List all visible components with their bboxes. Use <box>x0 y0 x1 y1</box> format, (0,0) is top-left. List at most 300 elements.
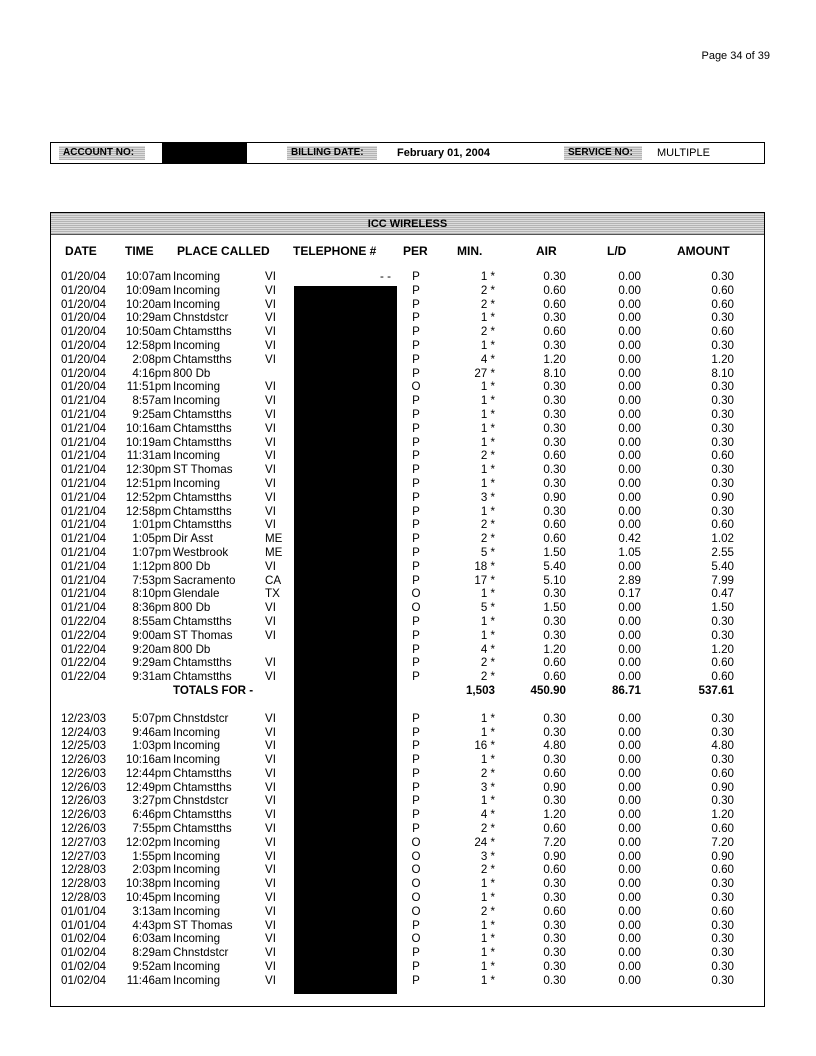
cell-air-charge: 1.20 <box>543 642 566 656</box>
cell-state: VI <box>265 863 276 877</box>
cell-time: 7:55pm <box>132 822 171 836</box>
cell-time: 1:03pm <box>132 739 171 753</box>
cell-time: 6:46pm <box>132 808 171 822</box>
cell-time: 10:19am <box>125 435 171 449</box>
cell-air-charge: 1.20 <box>543 808 566 822</box>
cell-place-called: 800 Db <box>173 559 211 573</box>
cell-time: 1:01pm <box>132 518 171 532</box>
cell-minutes: 1 * <box>480 407 495 421</box>
cell-date: 01/01/04 <box>61 904 107 918</box>
cell-per: P <box>412 628 420 642</box>
cell-per: P <box>412 794 420 808</box>
cell-per: P <box>412 449 420 463</box>
table-row <box>51 960 764 974</box>
cell-place-called: Incoming <box>173 973 221 987</box>
cell-minutes: 1 * <box>480 932 495 946</box>
cell-air-charge: 0.30 <box>543 311 566 325</box>
billing-date-label: BILLING DATE: <box>287 146 377 160</box>
table-row <box>51 436 764 450</box>
cell-per: P <box>412 711 420 725</box>
cell-date: 01/21/04 <box>61 573 107 587</box>
cell-state: VI <box>265 325 276 339</box>
table-row <box>51 739 764 753</box>
cell-ld-charge: 0.00 <box>618 808 641 822</box>
cell-per: O <box>411 849 421 863</box>
cell-amount: 0.30 <box>711 753 734 767</box>
cell-time: 8:55am <box>132 614 171 628</box>
cell-place-called: Chtamstths <box>173 435 232 449</box>
cell-place-called: Incoming <box>173 739 221 753</box>
cell-place-called: Chnstdstcr <box>173 711 229 725</box>
cell-amount: 1.20 <box>711 352 734 366</box>
cell-amount: 0.30 <box>711 877 734 891</box>
cell-ld-charge: 0.00 <box>618 628 641 642</box>
cell-state: VI <box>265 904 276 918</box>
cell-time: 1:55pm <box>132 849 171 863</box>
cell-air-charge: 1.20 <box>543 352 566 366</box>
cell-minutes: 1 * <box>480 476 495 490</box>
cell-amount: 0.30 <box>711 960 734 974</box>
cell-per: O <box>411 863 421 877</box>
header-place: PLACE CALLED <box>177 244 270 258</box>
service-no-value: MULTIPLE <box>657 147 710 159</box>
cell-place-called: Chtamstths <box>173 808 232 822</box>
cell-amount: 0.30 <box>711 918 734 932</box>
cell-place-called: ST Thomas <box>173 628 233 642</box>
cell-minutes: 1 * <box>480 270 495 283</box>
cell-minutes: 4 * <box>480 808 495 822</box>
cell-ld-charge: 0.00 <box>618 753 641 767</box>
cell-ld-charge: 0.00 <box>618 325 641 339</box>
cell-air-charge: 0.30 <box>543 960 566 974</box>
account-no-redaction <box>162 143 247 163</box>
cell-state: VI <box>265 711 276 725</box>
cell-amount: 0.30 <box>711 435 734 449</box>
cell-state: ME <box>265 532 283 546</box>
cell-date: 01/02/04 <box>61 973 107 987</box>
cell-time: 10:38pm <box>125 877 171 891</box>
cell-ld-charge: 0.00 <box>618 352 641 366</box>
cell-air-charge: 0.30 <box>543 918 566 932</box>
cell-place-called: Incoming <box>173 863 221 877</box>
cell-time: 5:07pm <box>132 711 171 725</box>
cell-per: P <box>412 946 420 960</box>
table-row <box>51 781 764 795</box>
cell-minutes: 2 * <box>480 518 495 532</box>
cell-air-charge: 0.30 <box>543 877 566 891</box>
cell-amount: 8.10 <box>711 366 734 380</box>
cell-date: 12/23/03 <box>61 711 107 725</box>
cell-date: 12/26/03 <box>61 780 107 794</box>
cell-air-charge: 0.30 <box>543 435 566 449</box>
cell-state: VI <box>265 352 276 366</box>
cell-state: VI <box>265 656 276 670</box>
cell-per: P <box>412 532 420 546</box>
table-row <box>51 712 764 726</box>
cell-minutes: 1 * <box>480 311 495 325</box>
cell-state: VI <box>265 670 276 684</box>
cell-date: 01/20/04 <box>61 297 107 311</box>
cell-amount: 7.20 <box>711 835 734 849</box>
cell-state: VI <box>265 918 276 932</box>
cell-amount: 2.55 <box>711 545 734 559</box>
cell-time: 9:46am <box>132 725 171 739</box>
cell-amount: 0.30 <box>711 270 734 283</box>
table-row <box>51 794 764 808</box>
cell-state: VI <box>265 614 276 628</box>
cell-air-charge: 0.90 <box>543 780 566 794</box>
cell-per: P <box>412 739 420 753</box>
cell-place-called: Chtamstths <box>173 766 232 780</box>
cell-date: 01/21/04 <box>61 394 107 408</box>
cell-place-called: Incoming <box>173 960 221 974</box>
totals-minutes: 1,503 <box>465 683 495 697</box>
cell-date: 01/21/04 <box>61 504 107 518</box>
cell-minutes: 5 * <box>480 601 495 615</box>
cell-ld-charge: 0.00 <box>618 476 641 490</box>
cell-air-charge: 0.60 <box>543 670 566 684</box>
cell-per: P <box>412 518 420 532</box>
cell-air-charge: 0.30 <box>543 394 566 408</box>
table-row <box>51 422 764 436</box>
cell-air-charge: 0.60 <box>543 283 566 297</box>
cell-place-called: Sacramento <box>173 573 236 587</box>
cell-per: O <box>411 835 421 849</box>
cell-air-charge: 0.60 <box>543 766 566 780</box>
cell-air-charge: 0.60 <box>543 822 566 836</box>
cell-minutes: 2 * <box>480 656 495 670</box>
cell-state: VI <box>265 394 276 408</box>
table-row <box>51 643 764 657</box>
cell-state: VI <box>265 835 276 849</box>
cell-ld-charge: 0.00 <box>618 656 641 670</box>
cell-amount: 7.99 <box>711 573 734 587</box>
cell-air-charge: 0.30 <box>543 794 566 808</box>
cell-time: 7:53pm <box>132 573 171 587</box>
service-no-label: SERVICE NO: <box>564 146 642 160</box>
cell-date: 01/21/04 <box>61 463 107 477</box>
cell-ld-charge: 0.42 <box>618 532 641 546</box>
cell-per: P <box>412 325 420 339</box>
cell-state: VI <box>265 725 276 739</box>
table-row <box>51 905 764 919</box>
table-row <box>51 877 764 891</box>
cell-time: 9:25am <box>132 407 171 421</box>
cell-minutes: 1 * <box>480 435 495 449</box>
cell-time: 12:51pm <box>125 476 171 490</box>
cell-minutes: 2 * <box>480 297 495 311</box>
cell-time: 12:58pm <box>125 504 171 518</box>
table-row <box>51 311 764 325</box>
cell-amount: 0.30 <box>711 614 734 628</box>
cell-state: VI <box>265 849 276 863</box>
cell-minutes: 1 * <box>480 725 495 739</box>
cell-date: 12/26/03 <box>61 753 107 767</box>
cell-time: 8:36pm <box>132 601 171 615</box>
cell-minutes: 17 * <box>474 573 495 587</box>
cell-ld-charge: 0.00 <box>618 739 641 753</box>
table-row <box>51 932 764 946</box>
cell-state: VI <box>265 449 276 463</box>
cell-state: VI <box>265 407 276 421</box>
table-row <box>51 491 764 505</box>
cell-ld-charge: 0.00 <box>618 794 641 808</box>
cell-date: 01/21/04 <box>61 407 107 421</box>
header-air: AIR <box>536 244 557 258</box>
cell-per: P <box>412 753 420 767</box>
cell-amount: 0.47 <box>711 587 734 601</box>
table-row <box>51 767 764 781</box>
table-row <box>51 560 764 574</box>
cell-place-called: Glendale <box>173 587 220 601</box>
cell-date: 01/21/04 <box>61 532 107 546</box>
cell-air-charge: 0.30 <box>543 614 566 628</box>
cell-time: 10:07am <box>125 270 171 283</box>
cell-minutes: 2 * <box>480 822 495 836</box>
cell-state: TX <box>265 587 280 601</box>
cell-time: 12:30pm <box>125 463 171 477</box>
page-number: Page 34 of 39 <box>701 50 770 62</box>
table-row <box>51 670 764 684</box>
cell-date: 12/28/03 <box>61 863 107 877</box>
cell-state: VI <box>265 421 276 435</box>
cell-date: 01/20/04 <box>61 311 107 325</box>
table-row <box>51 380 764 394</box>
cell-per: P <box>412 297 420 311</box>
cell-amount: 0.30 <box>711 311 734 325</box>
cell-amount: 1.50 <box>711 601 734 615</box>
cell-state: VI <box>265 932 276 946</box>
cell-place-called: Chtamstths <box>173 822 232 836</box>
table-body <box>51 270 764 988</box>
cell-ld-charge: 0.00 <box>618 835 641 849</box>
cell-per: O <box>411 891 421 905</box>
table-row <box>51 808 764 822</box>
totals-ld: 86.71 <box>611 683 641 697</box>
cell-amount: 0.90 <box>711 780 734 794</box>
cell-time: 11:51pm <box>126 380 171 394</box>
cell-per: P <box>412 656 420 670</box>
cell-per: P <box>412 559 420 573</box>
cell-state: VI <box>265 973 276 987</box>
cell-per: P <box>412 421 420 435</box>
cell-amount: 0.30 <box>711 380 734 394</box>
cell-ld-charge: 0.00 <box>618 614 641 628</box>
cell-minutes: 1 * <box>480 794 495 808</box>
cell-date: 01/21/04 <box>61 587 107 601</box>
cell-amount: 0.60 <box>711 283 734 297</box>
cell-place-called: Chtamstths <box>173 518 232 532</box>
cell-minutes: 1 * <box>480 504 495 518</box>
cell-minutes: 3 * <box>480 490 495 504</box>
cell-state: VI <box>265 739 276 753</box>
cell-date: 01/21/04 <box>61 545 107 559</box>
cell-per: P <box>412 476 420 490</box>
cell-air-charge: 1.50 <box>543 601 566 615</box>
cell-place-called: Dir Asst <box>173 532 213 546</box>
cell-ld-charge: 0.00 <box>618 973 641 987</box>
cell-air-charge: 0.60 <box>543 532 566 546</box>
totals-amount: 537.61 <box>698 683 734 697</box>
cell-state: VI <box>265 766 276 780</box>
cell-ld-charge: 0.00 <box>618 449 641 463</box>
cell-ld-charge: 0.00 <box>618 366 641 380</box>
cell-date: 01/21/04 <box>61 421 107 435</box>
cell-per: O <box>411 904 421 918</box>
cell-air-charge: 0.30 <box>543 421 566 435</box>
cell-air-charge: 0.30 <box>543 973 566 987</box>
header-time: TIME <box>125 244 154 258</box>
header-telephone: TELEPHONE # <box>293 244 377 258</box>
cell-place-called: Chtamstths <box>173 407 232 421</box>
cell-amount: 0.30 <box>711 794 734 808</box>
cell-time: 9:00am <box>132 628 171 642</box>
cell-state: VI <box>265 490 276 504</box>
cell-ld-charge: 0.00 <box>618 421 641 435</box>
cell-minutes: 16 * <box>474 739 495 753</box>
cell-amount: 0.60 <box>711 766 734 780</box>
cell-date: 01/22/04 <box>61 614 107 628</box>
cell-state: VI <box>265 877 276 891</box>
cell-per: P <box>412 352 420 366</box>
cell-state: VI <box>265 559 276 573</box>
cell-amount: 0.60 <box>711 863 734 877</box>
cell-time: 10:29am <box>125 311 171 325</box>
cell-ld-charge: 1.05 <box>618 545 641 559</box>
table-row <box>51 339 764 353</box>
cell-per: O <box>411 587 421 601</box>
cell-air-charge: 0.60 <box>543 449 566 463</box>
cell-minutes: 1 * <box>480 394 495 408</box>
cell-time: 9:52am <box>132 960 171 974</box>
cell-date: 12/26/03 <box>61 808 107 822</box>
cell-ld-charge: 0.00 <box>618 490 641 504</box>
cell-amount: 4.80 <box>711 739 734 753</box>
cell-time: 4:43pm <box>132 918 171 932</box>
cell-amount: 0.30 <box>711 628 734 642</box>
cell-minutes: 2 * <box>480 532 495 546</box>
cell-ld-charge: 0.00 <box>618 270 641 283</box>
cell-amount: 0.60 <box>711 670 734 684</box>
table-row <box>51 726 764 740</box>
cell-minutes: 18 * <box>474 559 495 573</box>
cell-date: 01/02/04 <box>61 960 107 974</box>
cell-state: VI <box>265 808 276 822</box>
cell-place-called: Incoming <box>173 270 221 283</box>
cell-per: P <box>412 766 420 780</box>
cell-ld-charge: 0.00 <box>618 877 641 891</box>
cell-date: 12/27/03 <box>61 835 107 849</box>
cell-place-called: ST Thomas <box>173 918 233 932</box>
cell-date: 12/26/03 <box>61 794 107 808</box>
cell-time: 12:02pm <box>125 835 171 849</box>
cell-air-charge: 4.80 <box>543 739 566 753</box>
cell-amount: 0.60 <box>711 822 734 836</box>
header-per: PER <box>403 244 428 258</box>
cell-date: 01/20/04 <box>61 270 107 283</box>
cell-amount: 0.30 <box>711 338 734 352</box>
cell-minutes: 1 * <box>480 421 495 435</box>
cell-minutes: 2 * <box>480 766 495 780</box>
cell-per: P <box>412 407 420 421</box>
account-info-bar <box>50 142 765 164</box>
cell-state: VI <box>265 311 276 325</box>
cell-amount: 0.60 <box>711 325 734 339</box>
cell-air-charge: 0.30 <box>543 753 566 767</box>
cell-amount: 0.60 <box>711 904 734 918</box>
cell-minutes: 1 * <box>480 338 495 352</box>
cell-minutes: 2 * <box>480 670 495 684</box>
cell-place-called: Chtamstths <box>173 421 232 435</box>
cell-amount: 0.30 <box>711 946 734 960</box>
table-row <box>51 656 764 670</box>
cell-amount: 1.20 <box>711 642 734 656</box>
table-row <box>51 629 764 643</box>
cell-place-called: Westbrook <box>173 545 229 559</box>
cell-state: VI <box>265 891 276 905</box>
table-row <box>51 850 764 864</box>
cell-place-called: Incoming <box>173 476 221 490</box>
call-detail-table <box>50 212 765 1007</box>
cell-ld-charge: 0.00 <box>618 670 641 684</box>
table-row <box>51 408 764 422</box>
cell-place-called: 800 Db <box>173 366 211 380</box>
cell-minutes: 3 * <box>480 780 495 794</box>
cell-per: P <box>412 670 420 684</box>
cell-place-called: Incoming <box>173 877 221 891</box>
cell-air-charge: 0.60 <box>543 297 566 311</box>
cell-air-charge: 5.40 <box>543 559 566 573</box>
cell-ld-charge: 0.00 <box>618 863 641 877</box>
cell-per: P <box>412 338 420 352</box>
cell-minutes: 2 * <box>480 283 495 297</box>
cell-time: 10:09am <box>125 283 171 297</box>
table-row <box>51 615 764 629</box>
cell-ld-charge: 0.00 <box>618 711 641 725</box>
totals-air: 450.90 <box>530 683 566 697</box>
cell-ld-charge: 0.00 <box>618 904 641 918</box>
cell-air-charge: 0.30 <box>543 463 566 477</box>
cell-minutes: 1 * <box>480 891 495 905</box>
cell-minutes: 4 * <box>480 642 495 656</box>
cell-air-charge: 0.30 <box>543 476 566 490</box>
cell-air-charge: 0.90 <box>543 490 566 504</box>
cell-time: 11:31am <box>126 449 171 463</box>
cell-air-charge: 0.60 <box>543 325 566 339</box>
cell-air-charge: 0.30 <box>543 628 566 642</box>
cell-per: P <box>412 366 420 380</box>
cell-amount: 0.30 <box>711 476 734 490</box>
cell-place-called: Chnstdstcr <box>173 311 229 325</box>
cell-air-charge: 5.10 <box>543 573 566 587</box>
cell-ld-charge: 0.00 <box>618 960 641 974</box>
cell-time: 9:29am <box>132 656 171 670</box>
cell-date: 01/20/04 <box>61 283 107 297</box>
cell-date: 12/24/03 <box>61 725 107 739</box>
totals-label: TOTALS FOR - <box>173 683 254 697</box>
cell-minutes: 1 * <box>480 380 495 394</box>
cell-state: VI <box>265 753 276 767</box>
cell-air-charge: 0.60 <box>543 656 566 670</box>
cell-date: 01/21/04 <box>61 476 107 490</box>
cell-amount: 0.30 <box>711 394 734 408</box>
table-row <box>51 367 764 381</box>
cell-date: 01/20/04 <box>61 380 107 394</box>
cell-ld-charge: 0.00 <box>618 559 641 573</box>
cell-state: CA <box>265 573 282 587</box>
cell-date: 01/21/04 <box>61 435 107 449</box>
cell-time: 10:45pm <box>125 891 171 905</box>
